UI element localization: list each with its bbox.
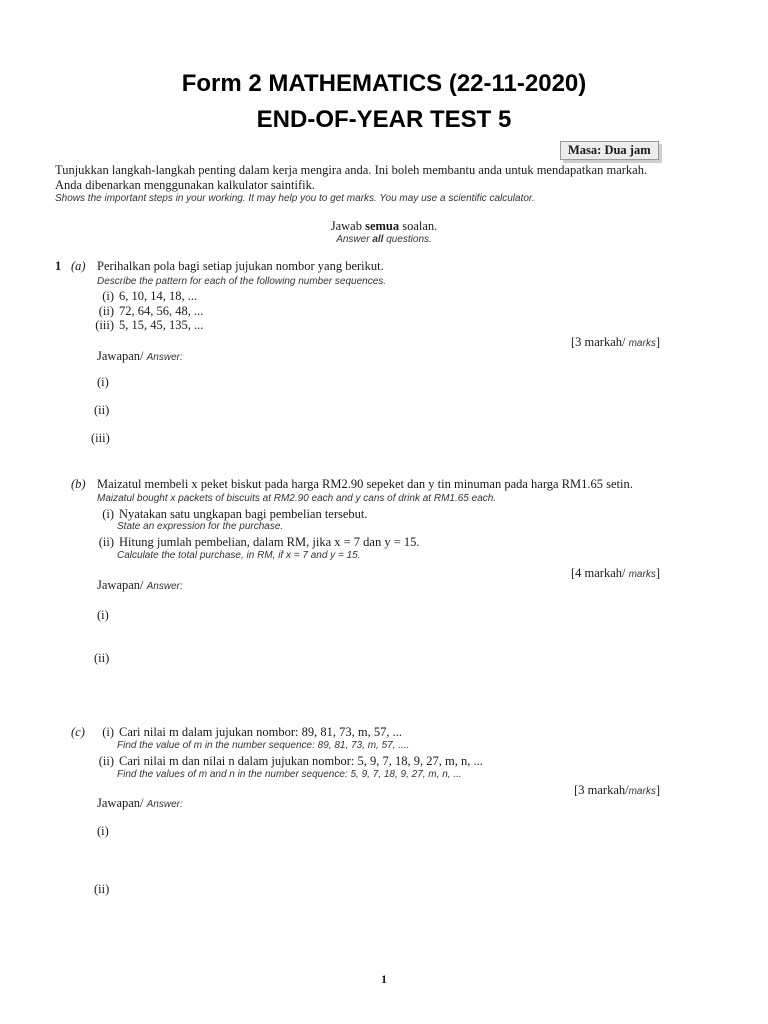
part-b-marks: [4 markah/ marks] [570,566,660,580]
part-c-ii-en: Find the values of m and n in the number sequence: 5, 9, 7, 18, 9, 27, m, n, ... [117,769,462,780]
answer-roman-i: (i) [97,824,109,838]
part-b-roman-i: (i) [102,507,114,521]
part-a-label: (a) [71,259,86,273]
part-b-label: (b) [71,477,86,491]
part-a-item-text: 6, 10, 14, 18, ... [119,289,198,303]
instruction-ms-line1: Tunjukkan langkah-langkah penting dalam kerja mengira anda. Ini boleh membantu anda untuk mendapatkan markah. [55,163,648,177]
part-a-item-text: 5, 15, 45, 135, ... [119,318,204,332]
page-number: 1 [381,972,387,986]
part-b-i-en: State an expression for the purchase. [117,521,284,532]
part-b-ms: Maizatul membeli x peket biskut pada harga RM2.90 sepeket dan y tin minuman pada harga RM1.65 setin. [97,477,633,491]
part-c-ii-ms: Cari nilai m dan nilai n dalam jujukan nombor: 5, 9, 7, 18, 9, 27, m, n, ... [119,754,483,768]
part-b-i-ms: Nyatakan satu ungkapan bagi pembelian tersebut. [119,507,368,521]
page-subtitle: END-OF-YEAR TEST 5 [256,106,512,133]
answer-all-ms: Jawab semua soalan. [330,219,438,233]
answer-roman-ii: (ii) [94,882,110,896]
part-c-i-en: Find the value of m in the number sequence: 89, 81, 73, m, 57, .... [117,740,410,751]
answer-label: Jawapan/ Answer: [97,796,183,810]
answer-label: Jawapan/ Answer: [97,578,183,592]
duration-box: Masa: Dua jam [560,141,659,160]
part-b-ii-ms: Hitung jumlah pembelian, dalam RM, jika x = 7 dan y = 15. [119,535,420,549]
part-c-i-ms: Cari nilai m dalam jujukan nombor: 89, 81, 73, m, 57, ... [119,725,402,739]
instruction-en: Shows the important steps in your working. It may help you to get marks. You may use a scientific calculator. [55,193,535,204]
part-a-item-roman: (iii) [95,318,114,332]
part-a-item-roman: (ii) [98,304,114,318]
part-b-roman-ii: (ii) [98,535,114,549]
answer-label: Jawapan/ Answer: [97,349,183,363]
answer-roman-ii: (ii) [94,403,110,417]
part-a-marks: [3 markah/ marks] [570,335,660,349]
part-a-item-roman: (i) [102,289,114,303]
part-b-ii-en: Calculate the total purchase, in RM, if x = 7 and y = 15. [117,550,361,561]
answer-roman-iii: (iii) [91,431,110,445]
page-title: Form 2 MATHEMATICS (22-11-2020) [181,70,587,97]
answer-roman-i: (i) [97,608,109,622]
part-b-en: Maizatul bought x packets of biscuits at RM2.90 each and y cans of drink at RM1.65 each. [97,493,497,504]
part-c-roman-ii: (ii) [98,754,114,768]
instruction-ms-line2: Anda dibenarkan menggunakan kalkulator saintifik. [55,178,315,192]
part-a-item-text: 72, 64, 56, 48, ... [119,304,204,318]
part-a-en: Describe the pattern for each of the following number sequences. [97,276,387,287]
part-c-label: (c) [71,725,85,739]
answer-all-en: Answer all questions. [336,234,432,245]
part-a-ms: Perihalkan pola bagi setiap jujukan nombor yang berikut. [97,259,384,273]
answer-roman-ii: (ii) [94,651,110,665]
part-c-marks: [3 markah/marks] [574,783,660,797]
question-number: 1 [55,259,62,273]
answer-roman-i: (i) [97,375,109,389]
part-c-roman-i: (i) [102,725,114,739]
